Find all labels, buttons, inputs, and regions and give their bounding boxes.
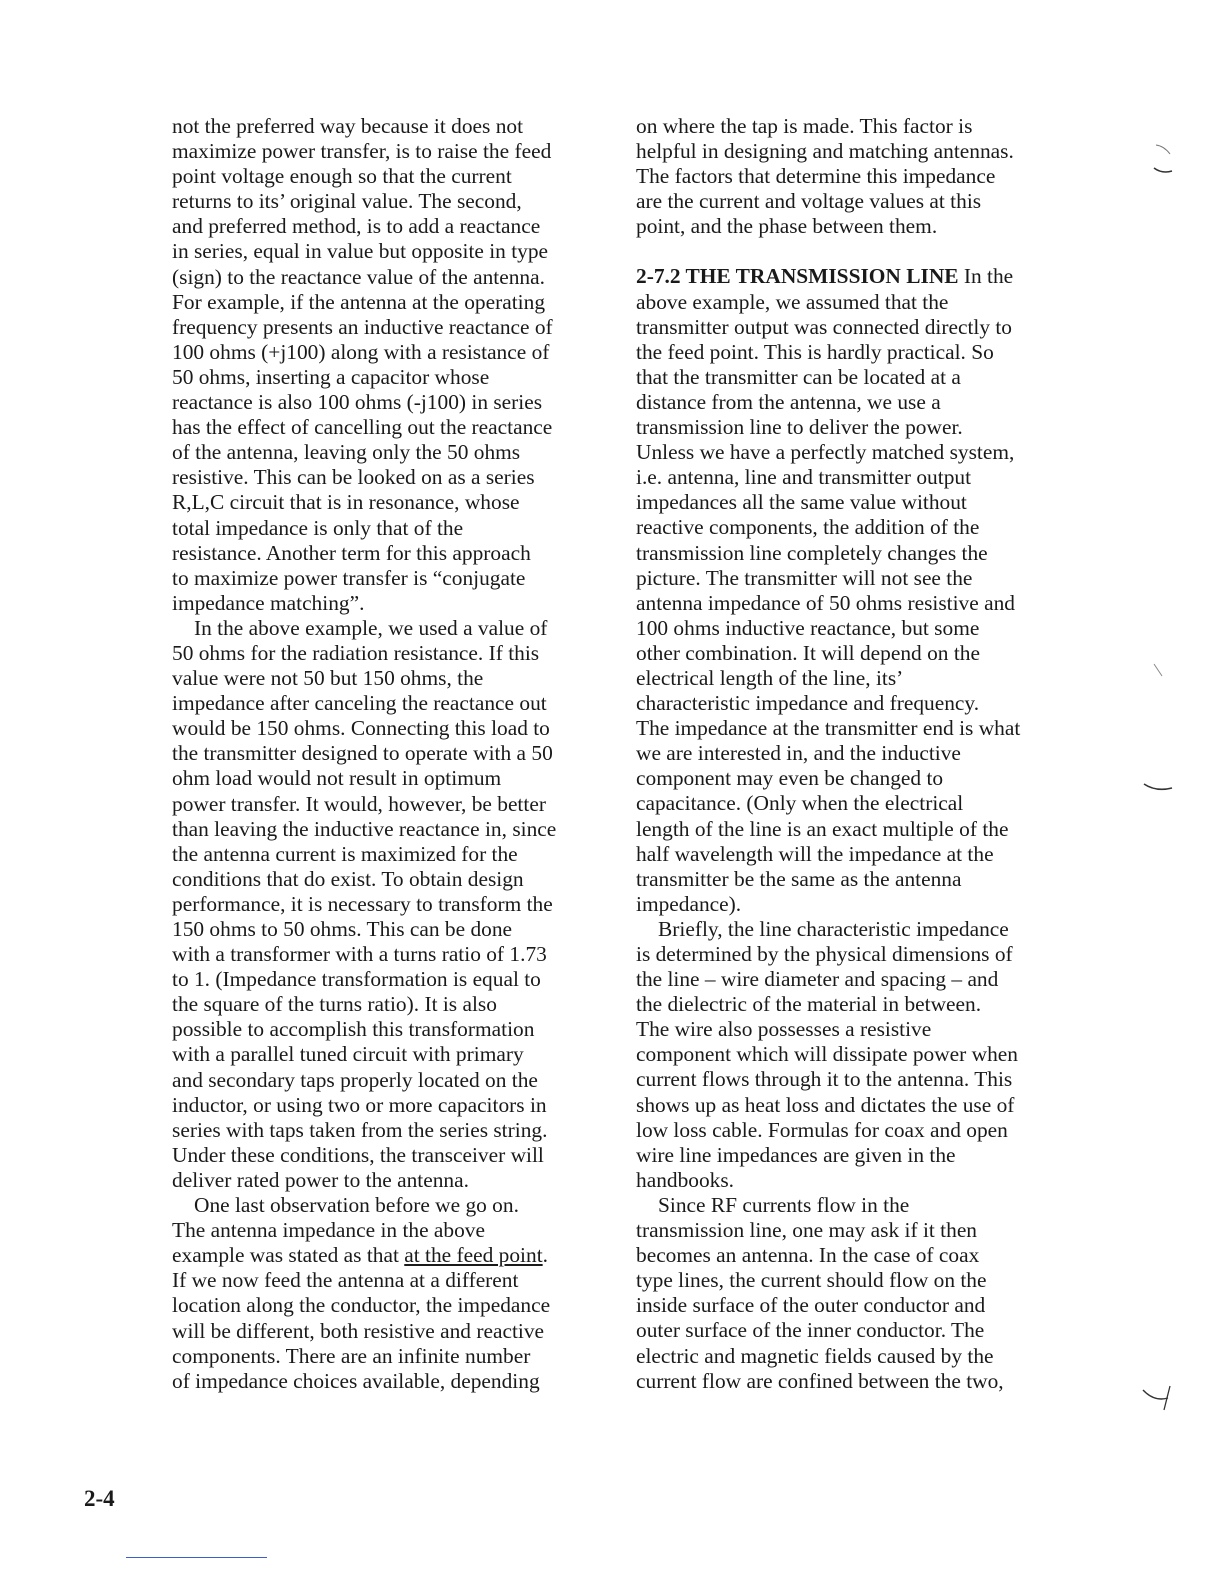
text-line: the dielectric of the material in between.	[636, 992, 982, 1017]
text-line	[636, 264, 1056, 289]
text-line: on where the tap is made. This factor is	[636, 114, 973, 138]
punch-hole-mark-icon	[1140, 1380, 1180, 1416]
text-line: outer surface of the inner conductor. The	[636, 1318, 985, 1343]
text-line: For example, if the antenna at the operating	[172, 289, 546, 314]
text-line: handbooks.	[636, 1167, 735, 1192]
text-line: transmitter output was connected directly to	[636, 314, 1013, 339]
text-line: (sign) to the reactance value of the antenna.	[172, 264, 545, 289]
text-line: ohm load would not result in optimum	[172, 766, 502, 791]
text-line: will be different, both resistive and reactive	[172, 1318, 545, 1343]
text-line: possible to accomplish this transformation	[172, 1017, 535, 1042]
text-line: the square of the turns ratio). It is also	[172, 992, 497, 1017]
text-line: would be 150 ohms. Connecting this load to	[172, 716, 550, 741]
text-line: of the antenna, leaving only the 50 ohms	[172, 440, 521, 465]
text-line: electrical length of the line, its’	[636, 665, 904, 690]
text-line: are the current and voltage values at this	[636, 189, 982, 214]
text-line: R,L,C circuit that is in resonance, whose	[172, 490, 520, 515]
text-line: type lines, the current should flow on the	[636, 1268, 987, 1293]
text-line: the feed point. This is hardly practical. So	[636, 339, 994, 364]
feed-point-emphasis: at the feed point	[404, 1243, 543, 1268]
left-paragraph-2	[172, 616, 592, 1193]
text-line: low loss cable. Formulas for coax and open	[636, 1117, 1008, 1142]
scan-speck-icon	[1150, 660, 1170, 684]
text-line: The antenna impedance in the above	[172, 1218, 485, 1243]
text-line: component which will dissipate power when	[636, 1042, 1018, 1067]
text-line: we are interested in, and the inductive	[636, 741, 961, 766]
text-line: reactive components, the addition of the	[636, 515, 980, 540]
text-line: with a parallel tuned circuit with primary	[172, 1042, 524, 1067]
text-line: component may even be changed to	[636, 766, 944, 791]
text-line: impedance).	[636, 891, 742, 916]
text-line: impedance after canceling the reactance out	[172, 691, 547, 716]
text-line: antenna impedance of 50 ohms resistive and	[636, 590, 1015, 615]
text-line: above example, we assumed that the	[636, 289, 949, 314]
text-run: example was stated as that	[172, 1243, 405, 1268]
text-line: If we now feed the antenna at a different	[172, 1268, 519, 1293]
text-line: Under these conditions, the transceiver will	[172, 1142, 544, 1167]
text-line: becomes an antenna. In the case of coax	[636, 1243, 980, 1268]
text-line: to 1. (Impedance transformation is equal to	[172, 967, 541, 992]
text-line: location along the conductor, the impedance	[172, 1293, 551, 1318]
text-line: transmission line, one may ask if it then	[636, 1218, 978, 1243]
text-line: and preferred method, is to add a reactance	[172, 214, 541, 239]
paragraph-gap	[636, 239, 1056, 264]
text-line: 100 ohms inductive reactance, but some	[636, 615, 980, 640]
text-line: In the above example, we used a value of	[194, 615, 548, 640]
text-line: transmission line to deliver the power.	[636, 415, 963, 440]
text-line: than leaving the inductive reactance in, since	[172, 816, 557, 841]
text-line: half wavelength will the impedance at the	[636, 841, 994, 866]
text-line: The wire also possesses a resistive	[636, 1017, 932, 1042]
text-run: .	[542, 1243, 549, 1268]
page-number: 2-4	[84, 1486, 115, 1511]
text-line: The impedance at the transmitter end is what	[636, 716, 1021, 741]
text-line: of impedance choices available, depending	[172, 1368, 540, 1393]
text-line: not the preferred way because it does not	[172, 114, 524, 138]
text-line: wire line impedances are given in the	[636, 1142, 956, 1167]
text-line: i.e. antenna, line and transmitter output	[636, 465, 972, 490]
text-line: resistive. This can be looked on as a series	[172, 465, 535, 490]
text-line: The factors that determine this impedance	[636, 164, 996, 189]
text-line: conditions that do exist. To obtain design	[172, 866, 524, 891]
punch-hole-mark-icon	[1140, 750, 1176, 794]
text-line: the line – wire diameter and spacing – and	[636, 967, 999, 992]
text-line: current flows through it to the antenna. This	[636, 1067, 1013, 1092]
text-line: electric and magnetic fields caused by the	[636, 1343, 994, 1368]
text-line: the antenna current is maximized for the	[172, 841, 518, 866]
text-line: with a transformer with a turns ratio of 1.73	[172, 942, 547, 967]
text-line: series with taps taken from the series string.	[172, 1117, 548, 1142]
text-line: point, and the phase between them.	[636, 214, 938, 239]
text-run: In the	[958, 264, 1014, 289]
text-line: is determined by the physical dimensions of	[636, 942, 1013, 966]
text-line: One last observation before we go on.	[194, 1193, 519, 1218]
text-line: total impedance is only that of the	[172, 515, 464, 540]
punch-hole-mark-icon	[1150, 140, 1180, 180]
text-line: inductor, or using two or more capacitors in	[172, 1092, 547, 1117]
text-line: impedance matching”.	[172, 590, 365, 615]
text-line: Briefly, the line characteristic impedance	[658, 916, 1009, 941]
text-line: 50 ohms, inserting a capacitor whose	[172, 364, 490, 389]
text-line: helpful in designing and matching antennas.	[636, 139, 1014, 164]
text-line: performance, it is necessary to transform the	[172, 891, 553, 916]
text-line: inside surface of the outer conductor and	[636, 1293, 986, 1318]
text-line: reactance is also 100 ohms (-j100) in series	[172, 390, 543, 415]
text-line: picture. The transmitter will not see the	[636, 565, 973, 590]
left-paragraph-1	[172, 114, 592, 616]
text-line: maximize power transfer, is to raise the feed	[172, 139, 552, 164]
left-paragraph-3	[172, 1193, 592, 1394]
text-line: 50 ohms for the radiation resistance. If this	[172, 640, 540, 665]
text-line: value were not 50 but 150 ohms, the	[172, 666, 484, 691]
right-column	[636, 114, 1056, 1394]
text-line: impedances all the same value without	[636, 490, 967, 515]
text-line: Since RF currents flow in the	[658, 1192, 910, 1217]
text-line: in series, equal in value but opposite in type	[172, 239, 549, 264]
text-line: Unless we have a perfectly matched system,	[636, 440, 1015, 465]
text-line: has the effect of cancelling out the reactance	[172, 415, 553, 440]
text-line: other combination. It will depend on the	[636, 640, 980, 665]
text-line: to maximize power transfer is “conjugate	[172, 565, 526, 590]
right-paragraph-2	[636, 264, 1056, 916]
text-line: 100 ohms (+j100) along with a resistance of	[172, 339, 550, 364]
left-column	[172, 114, 592, 1394]
text-line: returns to its’ original value. The second,	[172, 189, 522, 214]
text-line: and secondary taps properly located on the	[172, 1067, 538, 1092]
text-line: components. There are an infinite number	[172, 1343, 531, 1368]
text-line: distance from the antenna, we use a	[636, 389, 941, 414]
text-line: transmission line completely changes the	[636, 540, 988, 565]
text-line: resistance. Another term for this approach	[172, 540, 531, 565]
text-line: the transmitter designed to operate with a 50	[172, 741, 553, 766]
text-line: characteristic impedance and frequency.	[636, 691, 980, 716]
text-line: transmitter be the same as the antenna	[636, 866, 962, 891]
text-line: current flow are confined between the two,	[636, 1368, 1004, 1393]
text-line: shows up as heat loss and dictates the use of	[636, 1092, 1015, 1117]
text-line: power transfer. It would, however, be better	[172, 791, 546, 816]
right-paragraph-4	[636, 1193, 1056, 1394]
text-line: capacitance. (Only when the electrical	[636, 791, 964, 816]
text-line: deliver rated power to the antenna.	[172, 1167, 469, 1192]
section-heading: 2-7.2 THE TRANSMISSION LINE	[636, 264, 959, 289]
text-line: point voltage enough so that the current	[172, 164, 512, 189]
text-line: frequency presents an inductive reactance of	[172, 314, 553, 339]
text-line: 150 ohms to 50 ohms. This can be done	[172, 917, 513, 941]
footer-rule	[126, 1557, 267, 1558]
text-line: that the transmitter can be located at a	[636, 364, 961, 389]
right-paragraph-3	[636, 917, 1056, 1193]
text-line	[172, 1243, 592, 1268]
right-paragraph-1	[636, 114, 1056, 239]
text-line: length of the line is an exact multiple of the	[636, 816, 1009, 841]
